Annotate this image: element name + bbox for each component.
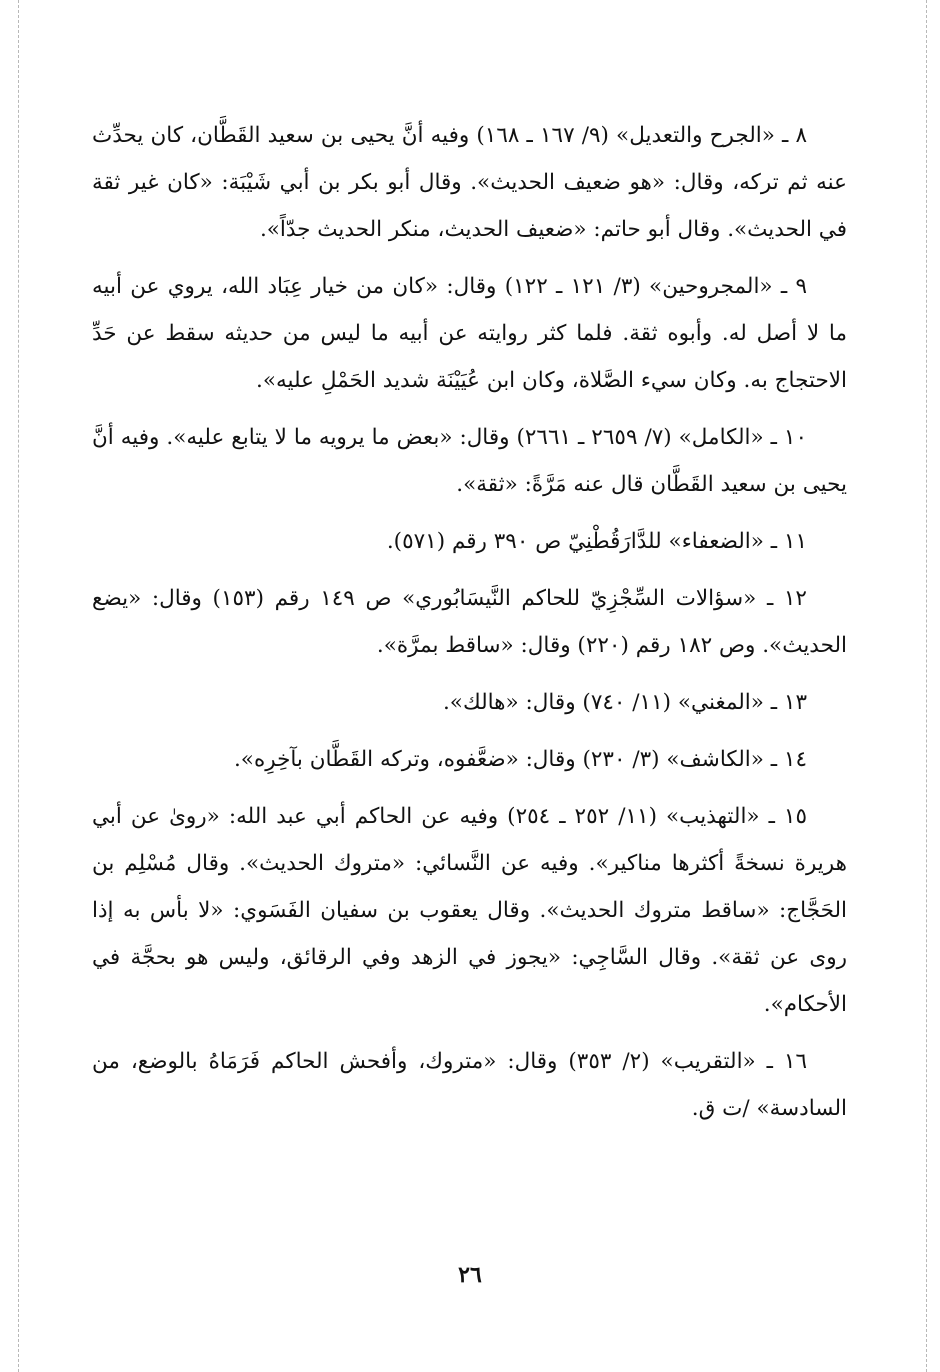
entry-9: ٩ ـ «المجروحين» (٣/ ١٢١ ـ ١٢٢) وقال: «كان من خيار عِبَاد الله، يروي عن أبيه ما لا أصل له. وأبوه ثقة. فلما كثر روايته عن أبيه ما ليس من حديثه سقط عن حَدِّ الاحتجاج به. وكان سيء الصَّلاة، وكان ابن عُيَيْنَة شديد الحَمْلِ عليه».: [92, 274, 847, 393]
entry-16: ١٦ ـ «التقريب» (٢/ ٣٥٣) وقال: «متروك، وأفحش الحاكم فَرَمَاهُ بالوضع، من السادسة» /ت ق.: [92, 1049, 847, 1121]
entry-8: ٨ ـ «الجرح والتعديل» (٩/ ١٦٧ ـ ١٦٨) وفيه أنَّ يحيى بن سعيد القَطَّان، كان يحدِّث عنه ثم تركه، وقال: «هو ضعيف الحديث». وقال أبو بكر بن أبي شَيْبَة: «كان غير ثقة في الحديث». وقال أبو حاتم: «ضعيف الحديث، منكر الحديث جدّاً».: [92, 123, 847, 242]
left-margin-guide: [18, 0, 19, 1372]
page-number: ٢٦: [458, 1262, 482, 1288]
right-margin-guide: [926, 0, 927, 1372]
entry-13: ١٣ ـ «المغني» (١١/ ٧٤٠) وقال: «هالك».: [442, 690, 807, 715]
entry-14: ١٤ ـ «الكاشف» (٣/ ٢٣٠) وقال: «ضعَّفوه، وتركه القَطَّان بآخِرِه».: [233, 747, 807, 772]
entry-12: ١٢ ـ «سؤالات السِّجْزِيّ للحاكم النَّيسَابُوري» ص ١٤٩ رقم (١٥٣) وقال: «يضع الحديث». وص ١٨٢ رقم (٢٢٠) وقال: «ساقط بمرَّة».: [92, 586, 847, 658]
entry-11: ١١ ـ «الضعفاء» للدَّارَقُطْنِيّ ص ٣٩٠ رقم (٥٧١).: [386, 529, 807, 554]
entry-10: ١٠ ـ «الكامل» (٧/ ٢٦٥٩ ـ ٢٦٦١) وقال: «بعض ما يرويه ما لا يتابع عليه». وفيه أنَّ يحيى بن سعيد القَطَّان قال عنه مَرَّةً: «ثقة».: [92, 425, 847, 497]
entry-15: ١٥ ـ «التهذيب» (١١/ ٢٥٢ ـ ٢٥٤) وفيه عن الحاكم أبي عبد الله: «روىٰ عن أبي هريرة نسخةً أكثرها مناكير». وفيه عن النَّسائي: «متروك الحديث». وقال مُسْلِم بن الحَجَّاج: «ساقط متروك الحديث». وقال يعقوب بن سفيان الفَسَوي: «لا بأس به إذا روى عن ثقة». وقال السَّاجِي: «يجوز في الزهد وفي الرقائق، وليس هو بحجَّة في الأحكام».: [92, 804, 847, 1017]
footnote-entries: [92, 112, 847, 1142]
